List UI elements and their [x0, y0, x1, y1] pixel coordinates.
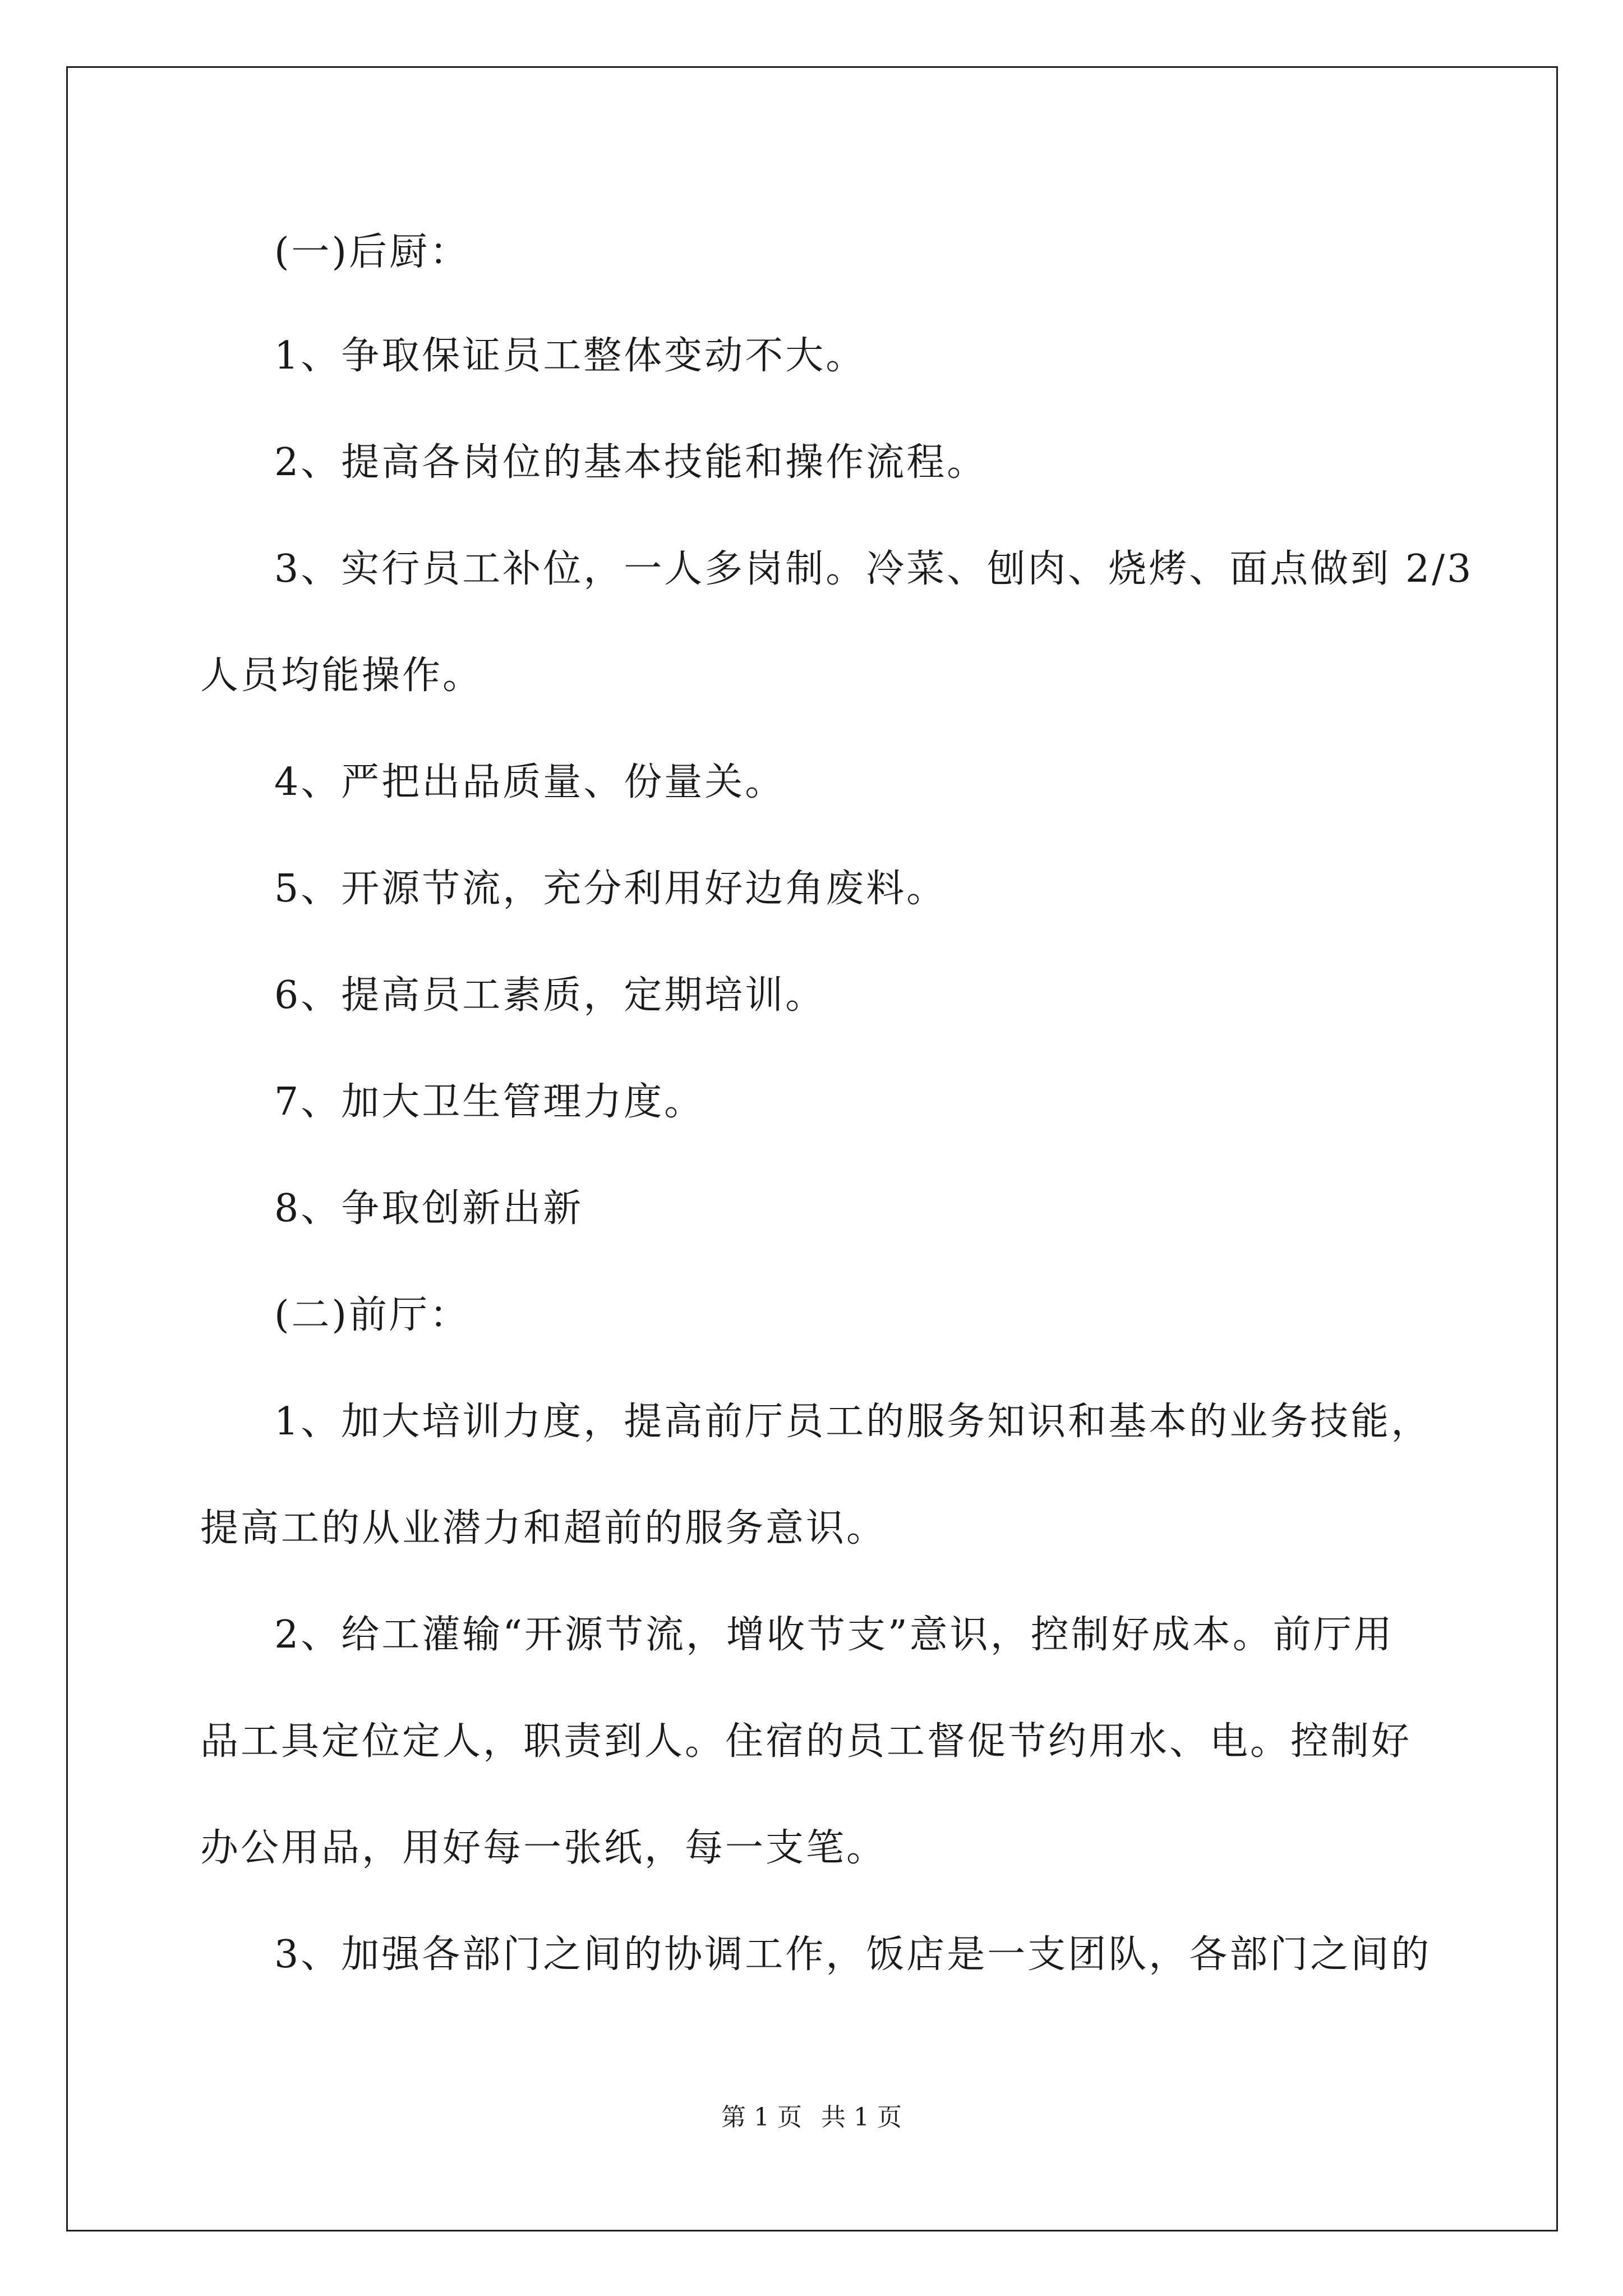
list-item: 4、严把出品质量、份量关。 — [274, 760, 786, 804]
list-item-continuation: 品工具定位定人，职责到人。住宿的员工督促节约用水、电。控制好 — [200, 1719, 1412, 1764]
list-item: 2、提高各岗位的基本技能和操作流程。 — [274, 440, 988, 485]
page-border — [66, 66, 1558, 2231]
list-item: 2、给工灌输“开源节流，增收节支”意识，控制好成本。前厅用 — [274, 1613, 1394, 1657]
list-item: 7、加大卫生管理力度。 — [274, 1080, 705, 1124]
page-footer — [0, 2101, 1623, 2134]
list-item: 1、争取保证员工整体变动不大。 — [274, 334, 866, 378]
list-item-continuation: 办公用品，用好每一张纸，每一支笔。 — [200, 1826, 887, 1870]
section-heading-kitchen: (一)后厨： — [274, 230, 471, 274]
list-item: 3、加强各部门之间的协调工作，饭店是一支团队，各部门之间的 — [274, 1932, 1432, 1977]
list-item: 1、加大培训力度，提高前厅员工的服务知识和基本的业务技能， — [274, 1400, 1432, 1444]
list-item-continuation: 人员均能操作。 — [200, 654, 483, 698]
list-item: 3、实行员工补位，一人多岗制。冷菜、刨肉、烧烤、面点做到 2/3 — [274, 547, 1474, 591]
list-item: 6、提高员工素质，定期培训。 — [274, 973, 826, 1018]
list-item: 5、开源节流，充分利用好边角废料。 — [274, 867, 947, 911]
list-item-continuation: 提高工的从业潜力和超前的服务意识。 — [200, 1506, 887, 1550]
section-heading-front-hall: (二)前厅： — [274, 1293, 471, 1337]
list-item: 8、争取创新出新 — [274, 1186, 584, 1231]
page-total: 共 1 页 — [821, 2103, 902, 2132]
page-number: 第 1 页 — [721, 2103, 802, 2132]
